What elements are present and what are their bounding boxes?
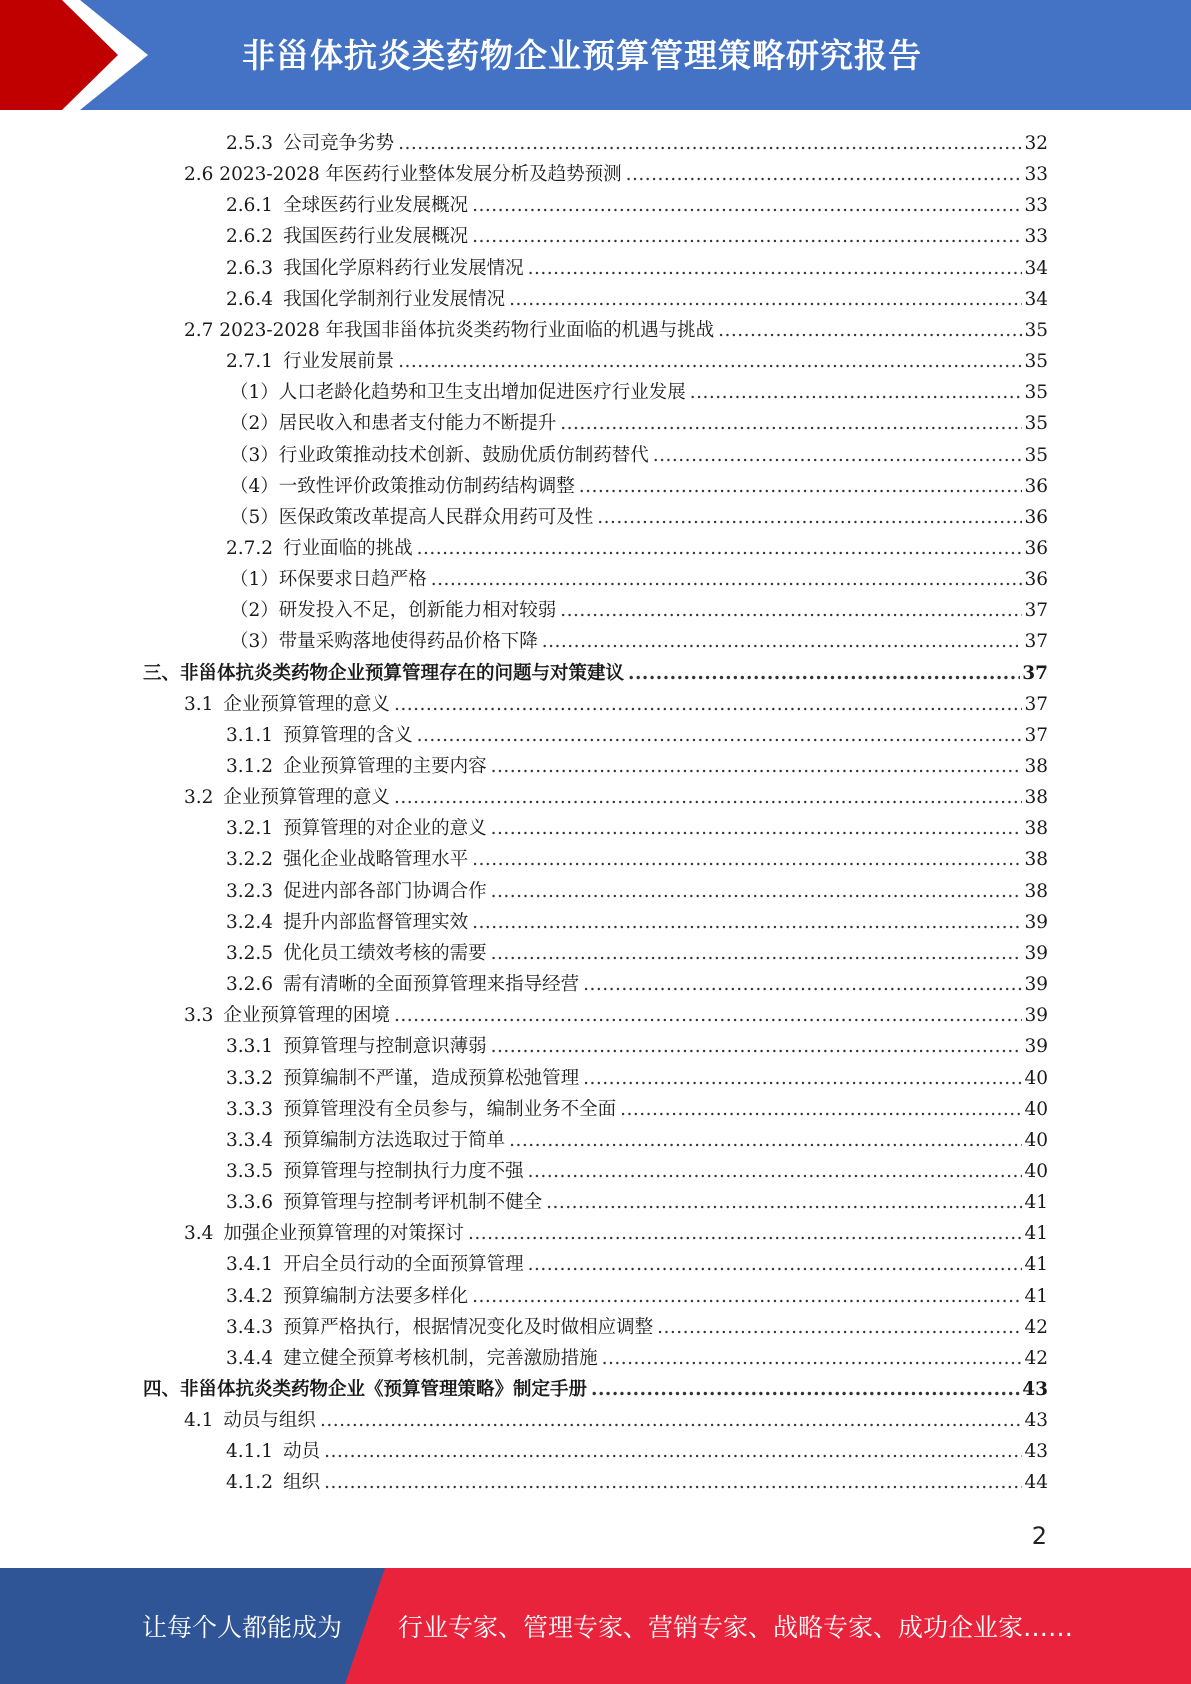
toc-entry-title: （5）医保政策改革提高人民群众用药可及性	[230, 506, 594, 528]
toc-entry-title: 预算管理与控制执行力度不强	[283, 1160, 524, 1182]
toc-entry-page: 37	[1022, 662, 1048, 684]
toc-entry-title: 我国化学制剂行业发展情况	[283, 288, 506, 310]
toc-entry-number: 3.3.5	[226, 1160, 274, 1182]
header-red-arrow	[0, 0, 150, 110]
toc-entry-page: 32	[1024, 133, 1048, 154]
toc-dot-leader	[628, 658, 1020, 689]
toc-entry-title: 我国医药行业发展概况	[283, 226, 469, 248]
toc-entry-title: 建立健全预算考核机制，完善激励措施	[283, 1347, 598, 1369]
toc-entry[interactable]	[230, 626, 1048, 657]
toc-dot-leader	[626, 159, 1023, 190]
toc-entry[interactable]	[184, 1000, 1048, 1031]
toc-entry-label	[184, 689, 390, 720]
toc-entry[interactable]	[226, 1063, 1048, 1094]
toc-entry-number: 3.2	[184, 787, 214, 809]
toc-entry[interactable]	[226, 1156, 1048, 1187]
toc-entry-number: 3.2.3	[226, 880, 274, 902]
toc-entry-number: 3.4.4	[226, 1347, 274, 1369]
toc-entry-title: （1）环保要求日趋严格	[230, 569, 427, 591]
toc-dot-leader	[657, 1312, 1022, 1343]
toc-dot-leader	[491, 1031, 1023, 1062]
toc-entry-title: 行业发展前景	[283, 351, 395, 373]
toc-entry-page: 36	[1024, 475, 1048, 497]
toc-entry[interactable]	[226, 813, 1048, 844]
toc-entry[interactable]	[226, 253, 1048, 284]
toc-dot-leader	[528, 1156, 1023, 1187]
toc-entry-label	[184, 1218, 464, 1249]
toc-entry[interactable]	[184, 1405, 1048, 1436]
toc-entry-label	[226, 751, 487, 782]
toc-entry-label	[226, 1156, 524, 1187]
toc-entry-number: 2.6.2	[226, 226, 274, 248]
toc-entry[interactable]	[226, 1436, 1048, 1467]
toc-dot-leader	[394, 782, 1023, 813]
toc-entry-page: 41	[1024, 1192, 1048, 1214]
toc-entry[interactable]	[226, 751, 1048, 782]
toc-entry-page: 40	[1024, 1098, 1048, 1120]
toc-entry-label	[226, 1281, 468, 1312]
toc-entry[interactable]	[226, 720, 1048, 751]
toc-entry-page: 35	[1024, 319, 1048, 341]
toc-entry-page: 38	[1024, 880, 1048, 902]
toc-entry-title: 优化员工绩效考核的需要	[283, 942, 487, 964]
toc-entry-page: 43	[1024, 1441, 1048, 1463]
toc-entry-page: 39	[1024, 942, 1048, 964]
toc-entry-number: 3.2.2	[226, 849, 274, 871]
toc-entry-number: 3.4.3	[226, 1316, 274, 1338]
toc-dot-leader	[417, 533, 1023, 564]
toc-entry-label	[226, 1125, 505, 1156]
toc-dot-leader	[394, 689, 1023, 720]
toc-entry-label	[226, 813, 487, 844]
toc-entry-page: 38	[1024, 756, 1048, 777]
toc-dot-leader	[491, 751, 1023, 782]
footer-slogan-left: 让每个人都能成为	[142, 1613, 343, 1642]
toc-entry-page: 40	[1024, 1129, 1048, 1151]
toc-entry[interactable]	[230, 377, 1048, 408]
toc-dot-leader	[491, 813, 1023, 844]
toc-entry-number: 4.1.2	[226, 1472, 274, 1494]
toc-dot-leader	[472, 844, 1022, 875]
toc-entry-label	[226, 844, 468, 875]
toc-entry-label	[226, 1436, 320, 1467]
toc-entry-title: 加强企业预算管理的对策探讨	[223, 1223, 464, 1245]
toc-entry-title: 预算编制方法要多样化	[283, 1285, 469, 1307]
toc-entry-title: （2）居民收入和患者支付能力不断提升	[230, 413, 557, 435]
toc-entry-number: 2.7.2	[226, 537, 274, 559]
toc-entry-title: 需有清晰的全面预算管理来指导经营	[283, 974, 580, 996]
toc-entry-page: 37	[1024, 631, 1048, 653]
report-title: 非甾体抗炎类药物企业预算管理策略研究报告	[242, 36, 922, 75]
toc-entry[interactable]	[226, 1125, 1048, 1156]
toc-entry-number: 4.1.1	[226, 1441, 274, 1463]
toc-entry-page: 40	[1024, 1160, 1048, 1182]
toc-dot-leader	[509, 1125, 1022, 1156]
toc-entry[interactable]	[226, 876, 1048, 907]
toc-entry-page: 44	[1024, 1472, 1048, 1494]
toc-entry-page: 38	[1024, 787, 1048, 809]
toc-entry-title: 2.7 2023-2028 年我国非甾体抗炎类药物行业面临的机遇与挑战	[184, 319, 715, 341]
toc-entry-page: 36	[1024, 569, 1048, 591]
toc-entry-title: 提升内部监督管理实效	[283, 911, 469, 933]
toc-entry-label	[226, 190, 468, 221]
toc-entry[interactable]	[226, 969, 1048, 1000]
toc-entry-label	[226, 876, 487, 907]
toc-dot-leader	[690, 377, 1023, 408]
toc-entry-title: （2）研发投入不足，创新能力相对较弱	[230, 600, 557, 622]
toc-entry-label	[143, 658, 624, 689]
toc-entry-number: 3.4.1	[226, 1254, 274, 1276]
toc-dot-leader	[583, 969, 1022, 1000]
toc-entry-number: 3.2.5	[226, 942, 274, 964]
toc-entry-page: 41	[1024, 1223, 1048, 1245]
toc-entry[interactable]	[143, 658, 1048, 689]
toc-entry-label	[226, 969, 579, 1000]
toc-entry-label	[230, 626, 538, 657]
toc-dot-leader	[472, 907, 1022, 938]
toc-entry-title: 企业预算管理的主要内容	[283, 756, 487, 777]
toc-dot-leader	[398, 346, 1022, 377]
toc-entry-title: 预算编制不严谨，造成预算松弛管理	[283, 1067, 580, 1089]
toc-dot-leader	[591, 1374, 1020, 1405]
toc-entry-number: 3.4.2	[226, 1285, 274, 1307]
toc-entry-label	[226, 1094, 616, 1125]
toc-entry-title: 预算管理与控制意识薄弱	[283, 1036, 487, 1058]
toc-entry-title: 促进内部各部门协调合作	[283, 880, 487, 902]
toc-entry[interactable]	[226, 1187, 1048, 1218]
toc-dot-leader	[417, 720, 1023, 751]
toc-entry-label	[226, 221, 468, 252]
page-footer	[0, 1568, 1191, 1684]
toc-dot-leader	[560, 595, 1022, 626]
toc-entry-page: 38	[1024, 818, 1048, 840]
toc-entry-label	[226, 128, 394, 159]
toc-entry-number: 2.6.3	[226, 257, 274, 279]
toc-entry[interactable]	[184, 159, 1048, 190]
toc-entry[interactable]	[226, 844, 1048, 875]
toc-entry-page: 36	[1024, 506, 1048, 528]
toc-entry-page: 37	[1024, 600, 1048, 622]
toc-dot-leader	[398, 128, 1022, 159]
toc-entry-number: 3.3	[184, 1005, 214, 1027]
toc-entry[interactable]	[230, 471, 1048, 502]
toc-entry[interactable]	[230, 408, 1048, 439]
toc-entry-label	[226, 1467, 320, 1498]
toc-entry[interactable]	[230, 440, 1048, 471]
toc-entry-title: 预算严格执行，根据情况变化及时做相应调整	[283, 1316, 654, 1338]
toc-entry-page: 35	[1024, 351, 1048, 373]
toc-entry-label	[230, 440, 649, 471]
toc-entry-page: 38	[1024, 849, 1048, 871]
toc-entry-page: 42	[1024, 1316, 1048, 1338]
toc-entry-page: 37	[1024, 724, 1048, 746]
toc-dot-leader	[320, 1405, 1023, 1436]
toc-entry-label	[226, 938, 487, 969]
toc-dot-leader	[509, 284, 1022, 315]
toc-entry-page: 41	[1024, 1285, 1048, 1307]
toc-entry-title: 公司竞争劣势	[283, 133, 395, 154]
toc-entry-title: 预算编制方法选取过于简单	[283, 1129, 506, 1151]
toc-entry-label	[230, 471, 575, 502]
toc-entry-number: 2.6.4	[226, 288, 274, 310]
toc-entry[interactable]	[226, 1312, 1048, 1343]
toc-entry[interactable]	[226, 1343, 1048, 1374]
toc-entry-number: 2.5.3	[226, 133, 274, 154]
toc-entry-label	[143, 1374, 587, 1405]
toc-entry-page: 35	[1024, 444, 1048, 466]
toc-entry-label	[226, 346, 394, 377]
toc-entry-title: 四、非甾体抗炎类药物企业《预算管理策略》制定手册	[143, 1379, 588, 1400]
toc-entry[interactable]	[230, 502, 1048, 533]
toc-dot-leader	[528, 1249, 1023, 1280]
toc-entry-number: 3.3.4	[226, 1129, 274, 1151]
toc-entry-label	[184, 1000, 390, 1031]
toc-dot-leader	[597, 502, 1022, 533]
toc-entry-title: 全球医药行业发展概况	[283, 195, 469, 217]
toc-entry-page: 39	[1024, 974, 1048, 996]
toc-entry-title: （1）人口老龄化趋势和卫生支出增加促进医疗行业发展	[230, 382, 686, 404]
toc-entry-title: 动员	[283, 1441, 321, 1463]
toc-dot-leader	[718, 315, 1022, 346]
toc-entry-page: 33	[1024, 226, 1048, 248]
toc-entry-title: 预算管理与控制考评机制不健全	[283, 1192, 543, 1214]
toc-entry-label	[230, 408, 556, 439]
toc-entry-title: 企业预算管理的困境	[223, 1005, 390, 1027]
toc-entry-label	[226, 284, 505, 315]
toc-entry-number: 3.1	[184, 693, 214, 715]
toc-entry[interactable]	[184, 782, 1048, 813]
toc-entry-label	[226, 720, 413, 751]
toc-dot-leader	[491, 876, 1023, 907]
toc-dot-leader	[542, 626, 1023, 657]
toc-entry[interactable]	[226, 190, 1048, 221]
toc-entry[interactable]	[226, 221, 1048, 252]
toc-dot-leader	[546, 1187, 1022, 1218]
toc-entry[interactable]	[230, 595, 1048, 626]
toc-entry-title: 预算管理的含义	[283, 724, 413, 746]
toc-entry[interactable]	[226, 284, 1048, 315]
toc-entry-number: 3.2.6	[226, 974, 274, 996]
toc-entry-page: 39	[1024, 1005, 1048, 1027]
toc-entry-label	[226, 907, 468, 938]
toc-entry-title: 企业预算管理的意义	[223, 693, 390, 715]
toc-dot-leader	[528, 253, 1023, 284]
toc-dot-leader	[653, 440, 1023, 471]
toc-entry-label	[226, 1063, 579, 1094]
toc-entry-number: 3.4	[184, 1223, 214, 1245]
toc-dot-leader	[468, 1218, 1023, 1249]
toc-entry-number: 2.7.1	[226, 351, 274, 373]
toc-entry-label	[230, 595, 556, 626]
toc-entry-label	[226, 1249, 524, 1280]
toc-entry-label	[230, 564, 427, 595]
toc-entry-label	[184, 159, 622, 190]
toc-dot-leader	[472, 1281, 1022, 1312]
toc-entry-number: 3.2.1	[226, 818, 274, 840]
toc-entry[interactable]	[226, 1467, 1048, 1498]
toc-entry-title: 强化企业战略管理水平	[283, 849, 469, 871]
toc-entry-title: 2.6 2023-2028 年医药行业整体发展分析及趋势预测	[184, 164, 622, 186]
toc-entry-title: （3）行业政策推动技术创新、鼓励优质仿制药替代	[230, 444, 649, 466]
toc-entry[interactable]	[226, 1249, 1048, 1280]
toc-entry-label	[226, 1187, 542, 1218]
toc-entry-page: 39	[1024, 911, 1048, 933]
toc-entry-number: 3.2.4	[226, 911, 274, 933]
toc-entry[interactable]	[143, 1374, 1048, 1405]
toc-entry[interactable]	[230, 564, 1048, 595]
toc-entry-number: 3.1.1	[226, 724, 274, 746]
toc-dot-leader	[620, 1094, 1022, 1125]
toc-entry-page: 40	[1024, 1067, 1048, 1089]
toc-entry-title: （3）带量采购落地使得药品价格下降	[230, 631, 538, 653]
toc-entry-label	[230, 377, 686, 408]
toc-dot-leader	[324, 1467, 1022, 1498]
toc-entry-title: 我国化学原料药行业发展情况	[283, 257, 524, 279]
toc-entry-number: 3.1.2	[226, 756, 274, 777]
toc-entry-label	[184, 1405, 316, 1436]
toc-entry-title: 企业预算管理的意义	[223, 787, 390, 809]
toc-entry-number: 3.3.1	[226, 1036, 274, 1058]
toc-entry[interactable]	[226, 1281, 1048, 1312]
toc-entry-label	[226, 1312, 653, 1343]
toc-entry-page: 35	[1024, 382, 1048, 404]
toc-entry[interactable]	[226, 907, 1048, 938]
toc-entry-label	[226, 253, 524, 284]
page-number: 2	[1031, 1522, 1047, 1550]
toc-entry-label	[230, 502, 593, 533]
toc-entry-title: 组织	[283, 1472, 321, 1494]
toc-entry-page: 37	[1024, 693, 1048, 715]
toc-dot-leader	[472, 221, 1022, 252]
toc-entry-page: 43	[1024, 1410, 1048, 1432]
toc-entry-title: 三、非甾体抗炎类药物企业预算管理存在的问题与对策建议	[143, 662, 625, 684]
toc-entry-title: 开启全员行动的全面预算管理	[283, 1254, 524, 1276]
toc-entry-label	[226, 533, 413, 564]
page-header	[0, 0, 1191, 110]
toc-entry-page: 34	[1024, 288, 1048, 310]
toc-entry-number: 2.6.1	[226, 195, 274, 217]
toc-entry-page: 36	[1024, 537, 1048, 559]
toc-dot-leader	[579, 471, 1023, 502]
toc-entry-page: 41	[1024, 1254, 1048, 1276]
toc-entry[interactable]	[226, 1094, 1048, 1125]
toc-entry[interactable]	[226, 533, 1048, 564]
footer-slogan-right: 行业专家、管理专家、营销专家、战略专家、成功企业家……	[398, 1613, 1074, 1642]
toc-entry-label	[184, 315, 714, 346]
toc-entry-page: 35	[1024, 413, 1048, 435]
toc-dot-leader	[394, 1000, 1023, 1031]
toc-entry-page: 33	[1024, 164, 1048, 186]
toc-entry-title: 行业面临的挑战	[283, 537, 413, 559]
toc-entry-page: 33	[1024, 195, 1048, 217]
toc-entry[interactable]	[226, 938, 1048, 969]
toc-dot-leader	[431, 564, 1023, 595]
toc-entry-label	[184, 782, 390, 813]
toc-entry-number: 3.3.2	[226, 1067, 274, 1089]
toc-entry[interactable]	[226, 346, 1048, 377]
toc-entry-page: 34	[1024, 257, 1048, 279]
toc-entry[interactable]	[184, 315, 1048, 346]
toc-entry-title: 预算管理没有全员参与，编制业务不全面	[283, 1098, 617, 1120]
toc-entry-title: 预算管理的对企业的意义	[283, 818, 487, 840]
toc-entry-page: 39	[1024, 1036, 1048, 1058]
toc-entry-number: 3.3.6	[226, 1192, 274, 1214]
toc-entry[interactable]	[184, 689, 1048, 720]
toc-entry[interactable]	[184, 1218, 1048, 1249]
toc-entry-number: 4.1	[184, 1410, 214, 1432]
toc-dot-leader	[583, 1063, 1022, 1094]
toc-entry-title: 动员与组织	[223, 1410, 316, 1432]
toc-dot-leader	[560, 408, 1022, 439]
toc-entry-label	[226, 1343, 598, 1374]
toc-dot-leader	[602, 1343, 1023, 1374]
toc-entry[interactable]	[226, 128, 1048, 159]
toc-entry-label	[226, 1031, 487, 1062]
toc-entry-title: （4）一致性评价政策推动仿制药结构调整	[230, 475, 575, 497]
toc-entry[interactable]	[226, 1031, 1048, 1062]
toc-dot-leader	[324, 1436, 1022, 1467]
toc-dot-leader	[491, 938, 1023, 969]
toc-entry-number: 3.3.3	[226, 1098, 274, 1120]
toc-dot-leader	[472, 190, 1022, 221]
toc-entry-page: 42	[1024, 1347, 1048, 1369]
toc-entry-page: 43	[1022, 1379, 1048, 1400]
